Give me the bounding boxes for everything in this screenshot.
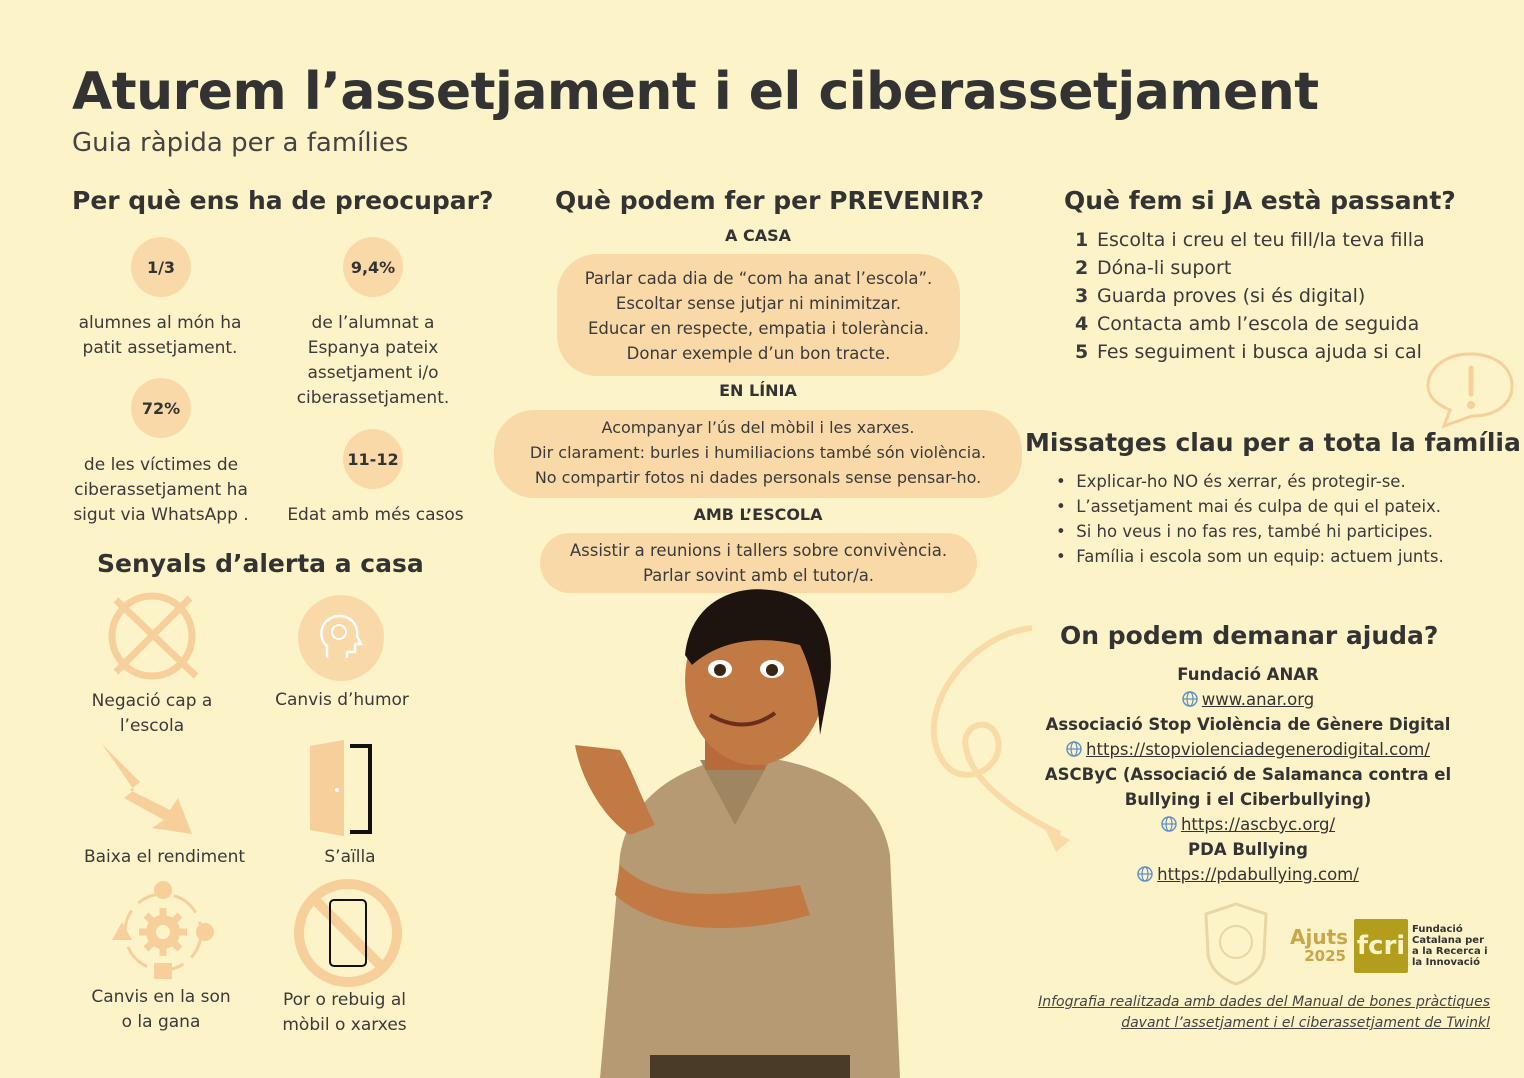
stat-text: Edat amb més casos: [287, 505, 464, 525]
message-text: Explicar-ho NO és xerrar, és protegir-se.: [1076, 472, 1406, 491]
prevent-section-title: A CASA: [725, 226, 791, 245]
concern-heading: Per què ens ha de preocupar?: [72, 186, 494, 215]
help-list: [1030, 662, 1466, 887]
help-org-link[interactable]: https://stopviolenciadegenerodigital.com/: [1086, 740, 1430, 759]
prevent-online-box: [494, 410, 1022, 498]
help-link-row: [1030, 862, 1466, 887]
globe-icon: [1161, 816, 1177, 832]
fcri-name: Fundació Catalana per a la Recerca i la Innovació: [1412, 924, 1488, 968]
globe-icon: [1182, 691, 1198, 707]
prevent-line: Parlar sovint amb el tutor/a.: [642, 566, 875, 585]
prevent-line: Acompanyar l’ús del mòbil i les xarxes.: [601, 418, 915, 437]
sign-label: Canvis d’humor: [275, 690, 409, 710]
prevent-line: No compartir fotos ni dades personals sense pensar-ho.: [534, 468, 982, 487]
alert-bubble-icon: [1424, 350, 1516, 430]
happening-steps: [1075, 226, 1495, 366]
prevent-section-title: AMB L’ESCOLA: [693, 505, 823, 524]
no-phone-icon: [292, 878, 404, 988]
help-link-row: [1030, 737, 1466, 762]
step-number: 1: [1075, 229, 1089, 251]
step-number: 4: [1075, 313, 1089, 335]
cycle-gear-icon: [108, 880, 218, 980]
globe-icon: [1066, 741, 1082, 757]
step-text: Guarda proves (si és digital): [1097, 285, 1366, 307]
help-org-name: ASCByC (Associació de Salamanca contra el Bullying i el Ciberbullying): [1044, 765, 1452, 809]
sign-label: Canvis en la son o la gana: [91, 987, 231, 1032]
step-text: Dóna-li suport: [1097, 257, 1232, 279]
page-title: Aturem l’assetjament i el ciberassetjament: [72, 62, 1319, 122]
step-number: 5: [1075, 341, 1089, 363]
message-item: • Si ho veus i no fas res, també hi participes.: [1056, 522, 1433, 541]
crest-logo: [1202, 902, 1270, 986]
credit-line: davant l’assetjament i el ciberassetjament de Twinkl: [1121, 1015, 1490, 1031]
message-text: Família i escola som un equip: actuem junts.: [1076, 547, 1444, 566]
message-item: • L’assetjament mai és culpa de qui el pateix.: [1056, 497, 1442, 516]
stat-text: alumnes al món ha patit assetjament.: [78, 313, 242, 358]
help-heading: On podem demanar ajuda?: [1060, 621, 1439, 650]
messages-list: [1056, 469, 1496, 569]
help-org-name: Associació Stop Violència de Gènere Digital: [1045, 715, 1451, 734]
stat-value: 72%: [131, 378, 191, 438]
stat-text: de les víctimes de ciberassetjament ha sigut via WhatsApp .: [73, 455, 249, 525]
step-item: [1075, 254, 1495, 282]
stat-text: de l’alumnat a Espanya pateix assetjament i/o ciberassetjament.: [296, 313, 450, 408]
step-text: Escolta i creu el teu fill/la teva filla: [1097, 229, 1425, 251]
help-org-link[interactable]: https://ascbyc.org/: [1180, 815, 1336, 834]
step-number: 2: [1075, 257, 1089, 279]
step-item: [1075, 282, 1495, 310]
step-item: [1075, 310, 1495, 338]
mood-head-icon: [297, 594, 385, 682]
credit-note: [1000, 992, 1490, 1034]
help-org-name: Fundació ANAR: [1177, 665, 1319, 684]
prevent-line: Donar exemple d’un bon tracte.: [626, 344, 891, 363]
message-text: Si ho veus i no fas res, també hi participes.: [1076, 522, 1433, 541]
sign-label: S’aïlla: [324, 847, 376, 867]
prevent-line: Educar en respecte, empatia i tolerància.: [587, 319, 930, 338]
step-item: [1075, 226, 1495, 254]
help-link-row: [1030, 687, 1466, 712]
door-icon: [306, 738, 376, 838]
message-item: • Explicar-ho NO és xerrar, és protegir-se.: [1056, 472, 1406, 491]
step-number: 3: [1075, 285, 1089, 307]
step-text: Contacta amb l’escola de seguida: [1097, 313, 1420, 335]
prevent-school-box: [540, 533, 977, 593]
stat-value: 11-12: [343, 429, 403, 489]
character-illustration: [560, 585, 910, 1078]
messages-heading: Missatges clau per a tota la família: [1025, 428, 1521, 457]
prevent-line: Escoltar sense jutjar ni minimitzar.: [615, 294, 902, 313]
help-org-link[interactable]: https://pdabullying.com/: [1157, 865, 1359, 884]
no-school-icon: [104, 590, 204, 682]
sign-label: Por o rebuig al mòbil o xarxes: [282, 990, 407, 1035]
prevent-line: Parlar cada dia de “com ha anat l’escola”.: [584, 269, 933, 288]
ajuts-text: Ajuts: [1290, 925, 1349, 949]
prevent-section-title: EN LÍNIA: [719, 381, 797, 400]
signs-heading: Senyals d’alerta a casa: [97, 549, 424, 578]
ajuts-logo: [1290, 925, 1349, 965]
happening-heading: Què fem si JA està passant?: [1064, 186, 1456, 215]
help-org-link[interactable]: www.anar.org: [1201, 690, 1315, 709]
downward-arrow-icon: [100, 744, 200, 836]
credit-line: Infografia realitzada amb dades del Manual de bones pràctiques: [1038, 994, 1490, 1010]
prevent-heading: Què podem fer per PREVENIR?: [555, 186, 985, 215]
step-text: Fes seguiment i busca ajuda si cal: [1097, 341, 1422, 363]
stat-value: 1/3: [131, 237, 191, 297]
stat-value: 9,4%: [343, 237, 403, 297]
help-org-name: PDA Bullying: [1188, 840, 1308, 859]
sign-label: Negació cap a l’escola: [91, 691, 213, 736]
ajuts-year: 2025: [1304, 947, 1346, 965]
prevent-home-box: [557, 254, 960, 376]
page-subtitle: Guia ràpida per a famílies: [72, 128, 409, 158]
message-text: L’assetjament mai és culpa de qui el pateix.: [1076, 497, 1442, 516]
message-item: • Família i escola som un equip: actuem junts.: [1056, 547, 1444, 566]
prevent-line: Assistir a reunions i tallers sobre convivència.: [569, 541, 948, 560]
sign-label: Baixa el rendiment: [83, 847, 246, 867]
prevent-line: Dir clarament: burles i humiliacions també són violència.: [529, 443, 987, 462]
fcri-logo: fcri: [1354, 919, 1408, 973]
help-link-row: [1030, 812, 1466, 837]
globe-icon: [1137, 866, 1153, 882]
